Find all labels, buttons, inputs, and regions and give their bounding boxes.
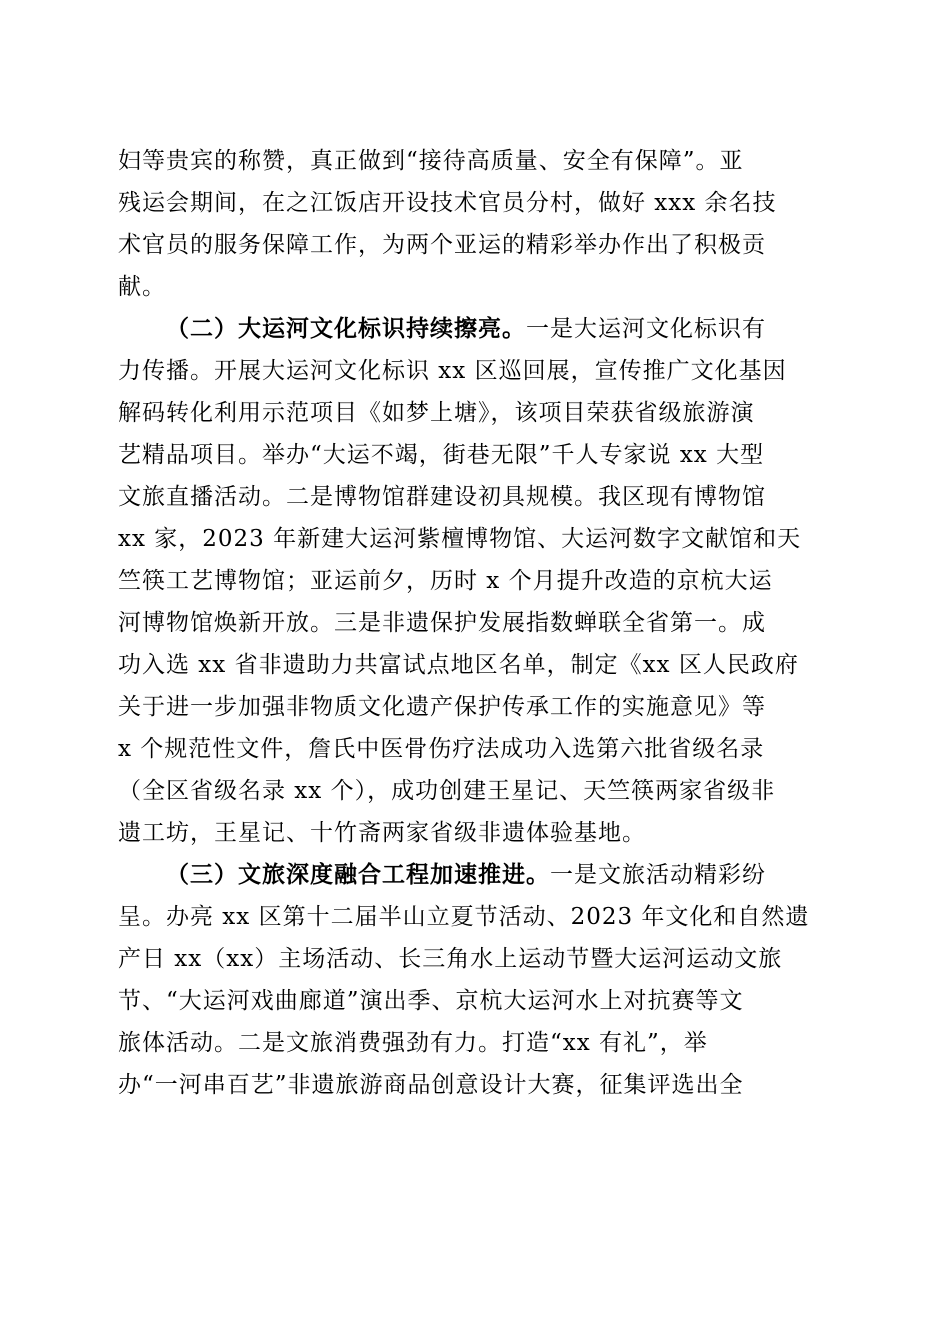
text-line: 河博物馆焕新开放。三是非遗保护发展指数蝉联全省第一。成 [118,610,766,636]
text-line: 关于进一步加强非物质文化遗产保护传承工作的实施意见》等 [118,694,766,720]
text-line: 节、“大运河戏曲廊道”演出季、京杭大运河水上对抗赛等文 [118,988,744,1014]
paragraph-1 [118,140,832,308]
text-line: 艺精品项目。举办“大运不竭，街巷无限”千人专家说 xx 大型 [118,442,765,468]
paragraph-2 [118,308,832,854]
text-line: 解码转化利用示范项目《如梦上塘》，该项目荣获省级旅游演 [118,400,755,426]
text-line: 旅体活动。二是文旅消费强劲有力。打造“xx 有礼”，举 [118,1030,708,1056]
text-line: 功入选 xx 省非遗助力共富试点地区名单，制定《xx 区人民政府 [118,652,799,678]
text-line [118,308,832,350]
paragraph-3 [118,854,832,1106]
text-line: x 个规范性文件，詹氏中医骨伤疗法成功入选第六批省级名录 [118,736,765,762]
text-line: 产日 xx（xx）主场活动、长三角水上运动节暨大运河运动文旅 [118,946,783,972]
text-line-rest: 一是文旅活动精彩纷 [550,862,766,888]
text-line: 竺筷工艺博物馆；亚运前夕，历时 x 个月提升改造的京杭大运 [118,568,773,594]
text-line-rest: 一是大运河文化标识有 [526,316,766,342]
text-line: 妇等贵宾的称赞，真正做到“接待高质量、安全有保障”。亚 [118,148,744,174]
text-line: 办“一河串百艺”非遗旅游商品创意设计大赛，征集评选出全 [118,1072,744,1098]
text-line: 残运会期间，在之江饭店开设技术官员分村，做好 xxx 余名技 [118,190,777,216]
document-body [118,140,832,1106]
text-line: 呈。办亮 xx 区第十二届半山立夏节活动、2023 年文化和自然遗 [118,904,810,930]
text-line: 遗工坊，王星记、十竹斋两家省级非遗体验基地。 [118,820,646,846]
section-heading-2: （二）大运河文化标识持续擦亮。 [166,315,526,342]
text-line: 献。 [118,274,166,300]
text-line: 术官员的服务保障工作，为两个亚运的精彩举办作出了积极贡 [118,232,766,258]
text-line [118,854,832,896]
text-line: （全区省级名录 xx 个），成功创建王星记、天竺筷两家省级非 [118,778,776,804]
text-line: 力传播。开展大运河文化标识 xx 区巡回展，宣传推广文化基因 [118,358,787,384]
text-line: 文旅直播活动。二是博物馆群建设初具规模。我区现有博物馆 [118,484,766,510]
text-line: xx 家，2023 年新建大运河紫檀博物馆、大运河数字文献馆和天 [118,526,802,552]
section-heading-3: （三）文旅深度融合工程加速推进。 [166,861,550,888]
